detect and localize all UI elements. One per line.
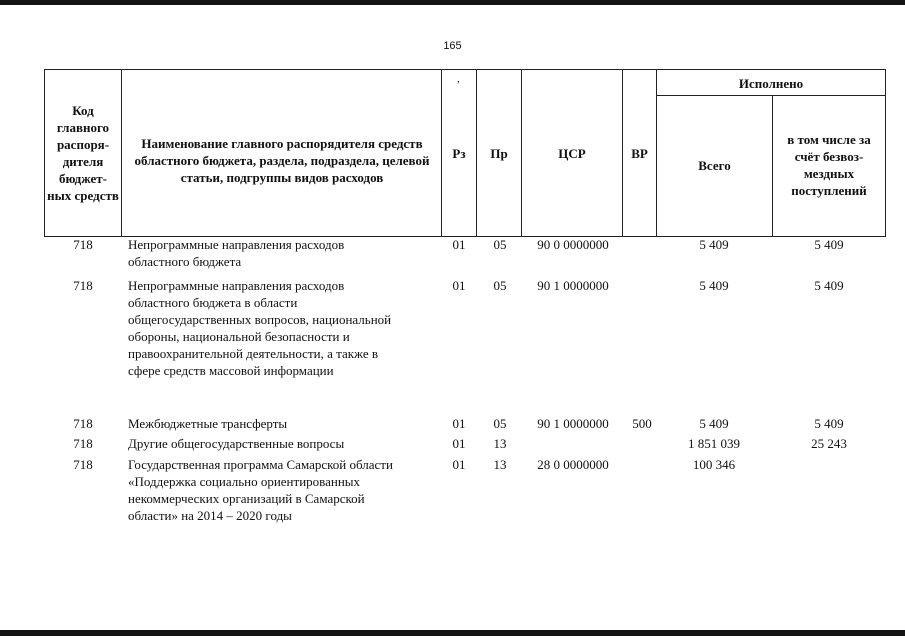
header-rz: Рз: [452, 145, 466, 161]
cell-rz: 01: [452, 237, 466, 252]
header-name: Наименование главного распорядителя средств областного бюджета, раздела, подраздела, целевой статьи, подгруппы видов расходов: [134, 135, 430, 185]
cell-total: 5 409: [699, 237, 729, 252]
header-total: Всего: [698, 157, 731, 173]
cell-code: 718: [73, 278, 93, 293]
header-pr: Пр: [490, 145, 508, 161]
cell-code: 718: [73, 237, 93, 252]
cell-code: 718: [73, 457, 93, 472]
header-executed: Исполнено: [738, 75, 804, 91]
cell-rz: 01: [452, 416, 466, 431]
cell-csr: 90 1 0000000: [537, 416, 609, 431]
cell-pr: 13: [493, 436, 507, 451]
cell-vr: 500: [632, 416, 652, 431]
cell-name: Непрограммные направления расходов областного бюджета в области общегосударственных вопросов, национальной обороны, национальной безопасности и правоохранительной деятельности, а также в сфере средств массовой информации: [128, 278, 392, 378]
cell-total: 5 409: [699, 278, 729, 293]
cell-rz: 01: [452, 436, 466, 451]
cell-total: 5 409: [699, 416, 729, 431]
cell-pr: 05: [493, 278, 507, 293]
cell-name: Другие общегосударственные вопросы: [128, 436, 345, 451]
cell-free: 5 409: [814, 237, 844, 252]
cell-pr: 13: [493, 457, 507, 472]
header-code: Код главного распоря-дителя бюджет-ных средств: [47, 103, 119, 203]
cell-name: Государственная программа Самарской области «Поддержка социально ориентированных некоммерческих организаций в Самарской области» на 2014 – 2020 годы: [128, 457, 393, 523]
cell-free: 5 409: [814, 416, 844, 431]
cell-total: 100 346: [692, 457, 736, 472]
cell-rz: 01: [452, 278, 466, 293]
cell-csr: 90 1 0000000: [537, 278, 609, 293]
cell-total: 1 851 039: [688, 436, 740, 451]
page-number: 165: [443, 40, 462, 52]
cell-pr: 05: [493, 237, 507, 252]
cell-code: 718: [73, 416, 93, 431]
top-border: [0, 0, 905, 5]
bottom-border: [0, 630, 905, 636]
cell-code: 718: [73, 436, 93, 451]
header-free-receipts: в том числе за счёт безвоз-мездных поступлений: [787, 132, 871, 198]
cell-name: Непрограммные направления расходов областного бюджета: [128, 237, 345, 269]
cell-rz: 01: [452, 457, 466, 472]
header-csr: ЦСР: [558, 145, 586, 161]
cell-name: Межбюджетные трансферты: [128, 416, 288, 431]
cell-free: 5 409: [814, 278, 844, 293]
cell-pr: 05: [493, 416, 507, 431]
cell-csr: 90 0 0000000: [537, 237, 609, 252]
header-vr: ВР: [631, 145, 648, 161]
cell-csr: 28 0 0000000: [537, 457, 609, 472]
stray-mark: ,: [457, 73, 460, 85]
cell-free: 25 243: [811, 436, 847, 451]
